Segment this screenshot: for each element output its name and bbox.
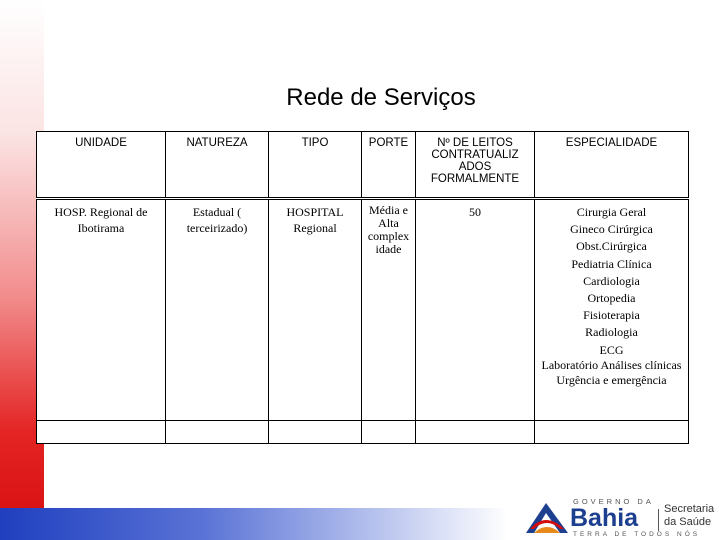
specialty-item: ECG [599,342,624,357]
logo-tagline: TERRA DE TODOS NÓS [573,531,701,538]
services-table [36,131,689,444]
cell-natureza: Estadual ( terceirizado) [166,199,269,421]
cell-tipo: HOSPITAL Regional [269,199,362,421]
specialty-item: Ortopedia [587,291,636,306]
specialty-item: Pediatria Clínica [571,256,652,271]
header-especialidade: ESPECIALIDADE [535,132,689,199]
cell-especialidades [535,199,689,421]
page-title: Rede de Serviços [286,84,476,111]
specialty-item: Cirurgia Geral [576,205,647,219]
logo-secretaria-line2: da Saúde [664,516,712,528]
bahia-government-logo [516,495,720,540]
specialty-item: Laboratório Análises clínicas [541,357,682,372]
table-row-empty [37,421,689,444]
bahia-logo-mark-icon [524,499,570,535]
cell-unidade: HOSP. Regional de Ibotirama [37,199,166,421]
logo-name: Bahia [570,504,639,532]
specialty-item: Urgência e emergência [556,372,667,387]
header-natureza: NATUREZA [166,132,269,199]
table-row [37,199,689,421]
cell-porte: Média e Alta complex idade [362,199,416,421]
header-tipo: TIPO [269,132,362,199]
specialty-item: Fisioterapia [583,308,640,323]
header-unidade: UNIDADE [37,132,166,199]
specialty-item: Radiologia [585,325,638,340]
table-header-row [37,132,689,199]
specialty-item: Obst.Cirúrgica [576,239,647,254]
header-porte: PORTE [362,132,416,199]
cell-leitos: 50 [416,199,535,421]
logo-secretaria [664,503,714,529]
logo-top-text: GOVERNO DA [573,497,654,506]
specialty-item: Cardiologia [583,273,640,288]
header-leitos: Nº DE LEITOS CONTRATUALIZ ADOS FORMALMENTE [416,132,535,199]
logo-secretaria-line1: Secretaria [664,503,715,515]
specialty-item: Gineco Cirúrgica [570,222,653,237]
logo-divider [658,509,659,531]
bottom-blue-stripe [0,508,508,540]
